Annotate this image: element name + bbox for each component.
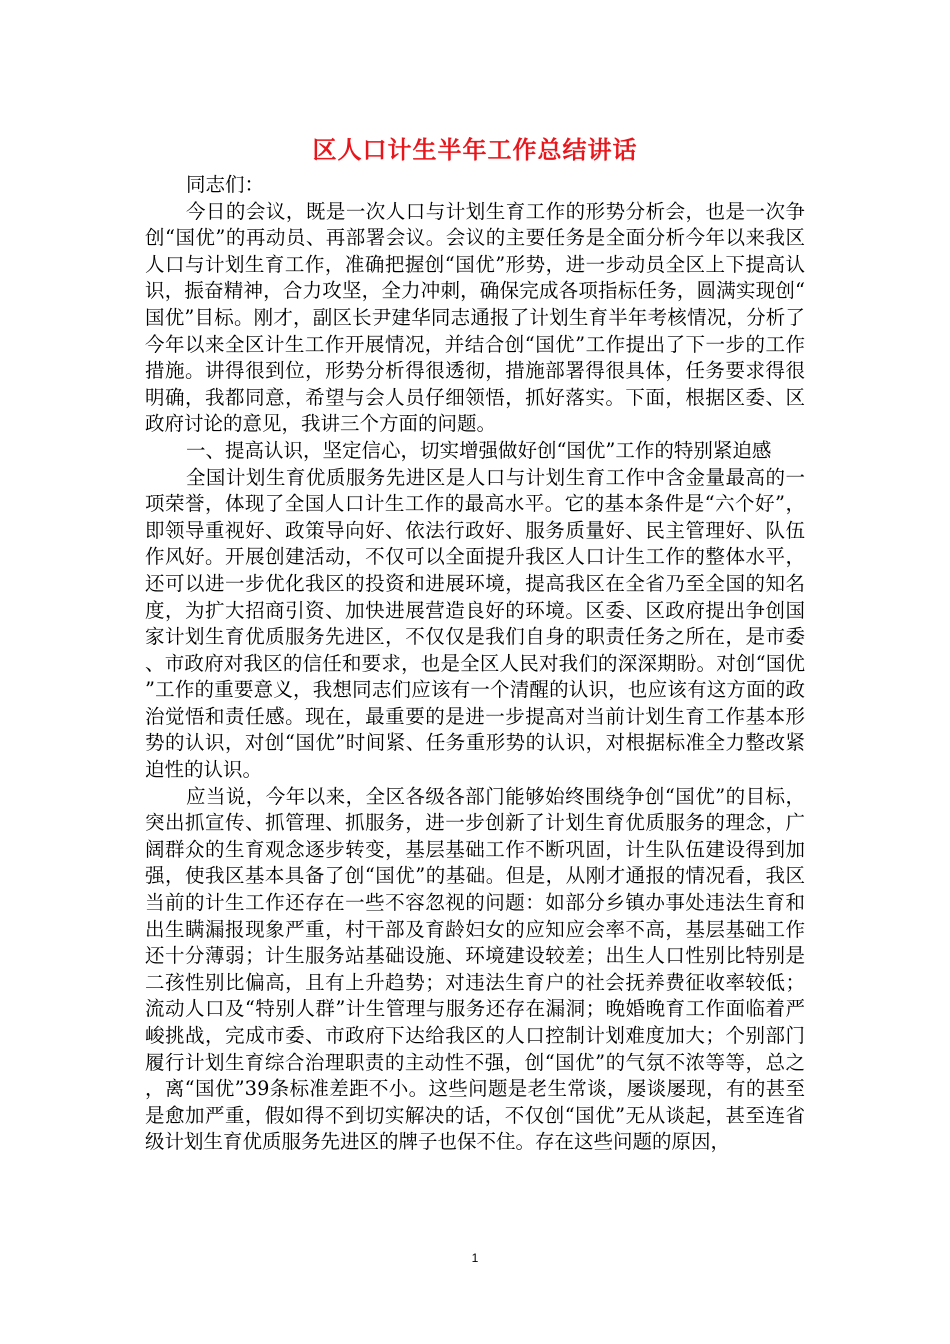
page-number: 1 xyxy=(471,1251,479,1265)
paragraph-problems: 应当说，今年以来，全区各级各部门能够始终围绕争创“国优”的目标，突出抓宣传、抓管理、抓服务，进一步创新了计划生育优质服务的理念，广阔群众的生育观念逐步转变，基层基础工作不断巩固，计生队伍建设得到加强，使我区基本具备了创“国优”的基础。但是，从刚才通报的情况看，我区当前的计生工作还存在一些不容忽视的问题：如部分乡镇办事处违法生育和出生瞒漏报现象严重，村干部及育龄妇女的应知应会率不高，基层基础工作还十分薄弱；计生服务站基础设施、环境建设较差；出生人口性别比特别是二孩性别比偏高，且有上升趋势；对违法生育户的社会抚养费征收率较低；流动人口及“特别人群”计生管理与服务还存在漏洞；晚婚晚育工作面临着严峻挑战，完成市委、市政府下达给我区的人口控制计划难度加大；个别部门履行计划生育综合治理职责的主动性不强，创“国优”的气氛不浓等等，总之，离“国优”39条标准差距不小。这些问题是老生常谈，屡谈屡现，有的甚至是愈加严重，假如得不到切实解决的话，不仅创“国优”无从谈起，甚至连省级计划生育优质服务先进区的牌子也保不住。存在这些问题的原因， xyxy=(145,784,805,1154)
paragraph-opening: 今日的会议，既是一次人口与计划生育工作的形势分析会，也是一次争创“国优”的再动员、再部署会议。会议的主要任务是全面分析今年以来我区人口与计划生育工作，准确把握创“国优”形势，进一步动员全区上下提高认识，振奋精神，合力攻坚，全力冲刺，确保完成各项指标任务，圆满实现创“国优”目标。刚才，副区长尹建华同志通报了计划生育半年考核情况，分析了今年以来全区计生工作开展情况，并结合创“国优”工作提出了下一步的工作措施。讲得很到位，形势分析得很透彻，措施部署得很具体，任务要求得很明确，我都同意，希望与会人员仔细领悟，抓好落实。下面，根据区委、区政府讨论的意见，我讲三个方面的问题。 xyxy=(145,199,805,436)
document-title: 区人口计生半年工作总结讲话 xyxy=(312,136,638,164)
salutation: 同志们： xyxy=(185,173,264,196)
document-body xyxy=(145,172,805,1156)
paragraph-honor: 全国计划生育优质服务先进区是人口与计划生育工作中含金量最高的一项荣誉，体现了全国人口计生工作的最高水平。它的基本条件是“六个好”，即领导重视好、政策导向好、依法行政好、服务质量好、民主管理好、队伍作风好。开展创建活动，不仅可以全面提升我区人口计生工作的整体水平，还可以进一步优化我区的投资和进展环境，提高我区在全省乃至全国的知名度，为扩大招商引资、加快进展营造良好的环境。区委、区政府提出争创国家计划生育优质服务先进区，不仅仅是我们自身的职责任务之所在，是市委、市政府对我区的信任和要求，也是全区人民对我们的深深期盼。对创“国优”工作的重要意义，我想同志们应该有一个清醒的认识，也应该有这方面的政治觉悟和责任感。现在，最重要的是进一步提高对当前计划生育工作基本形势的认识，对创“国优”时间紧、任务重形势的认识，对根据标准全力整改紧迫性的认识。 xyxy=(145,465,805,782)
section-heading-1: 一、提高认识，坚定信心，切实增强做好创“国优”工作的特别紧迫感 xyxy=(185,438,772,462)
